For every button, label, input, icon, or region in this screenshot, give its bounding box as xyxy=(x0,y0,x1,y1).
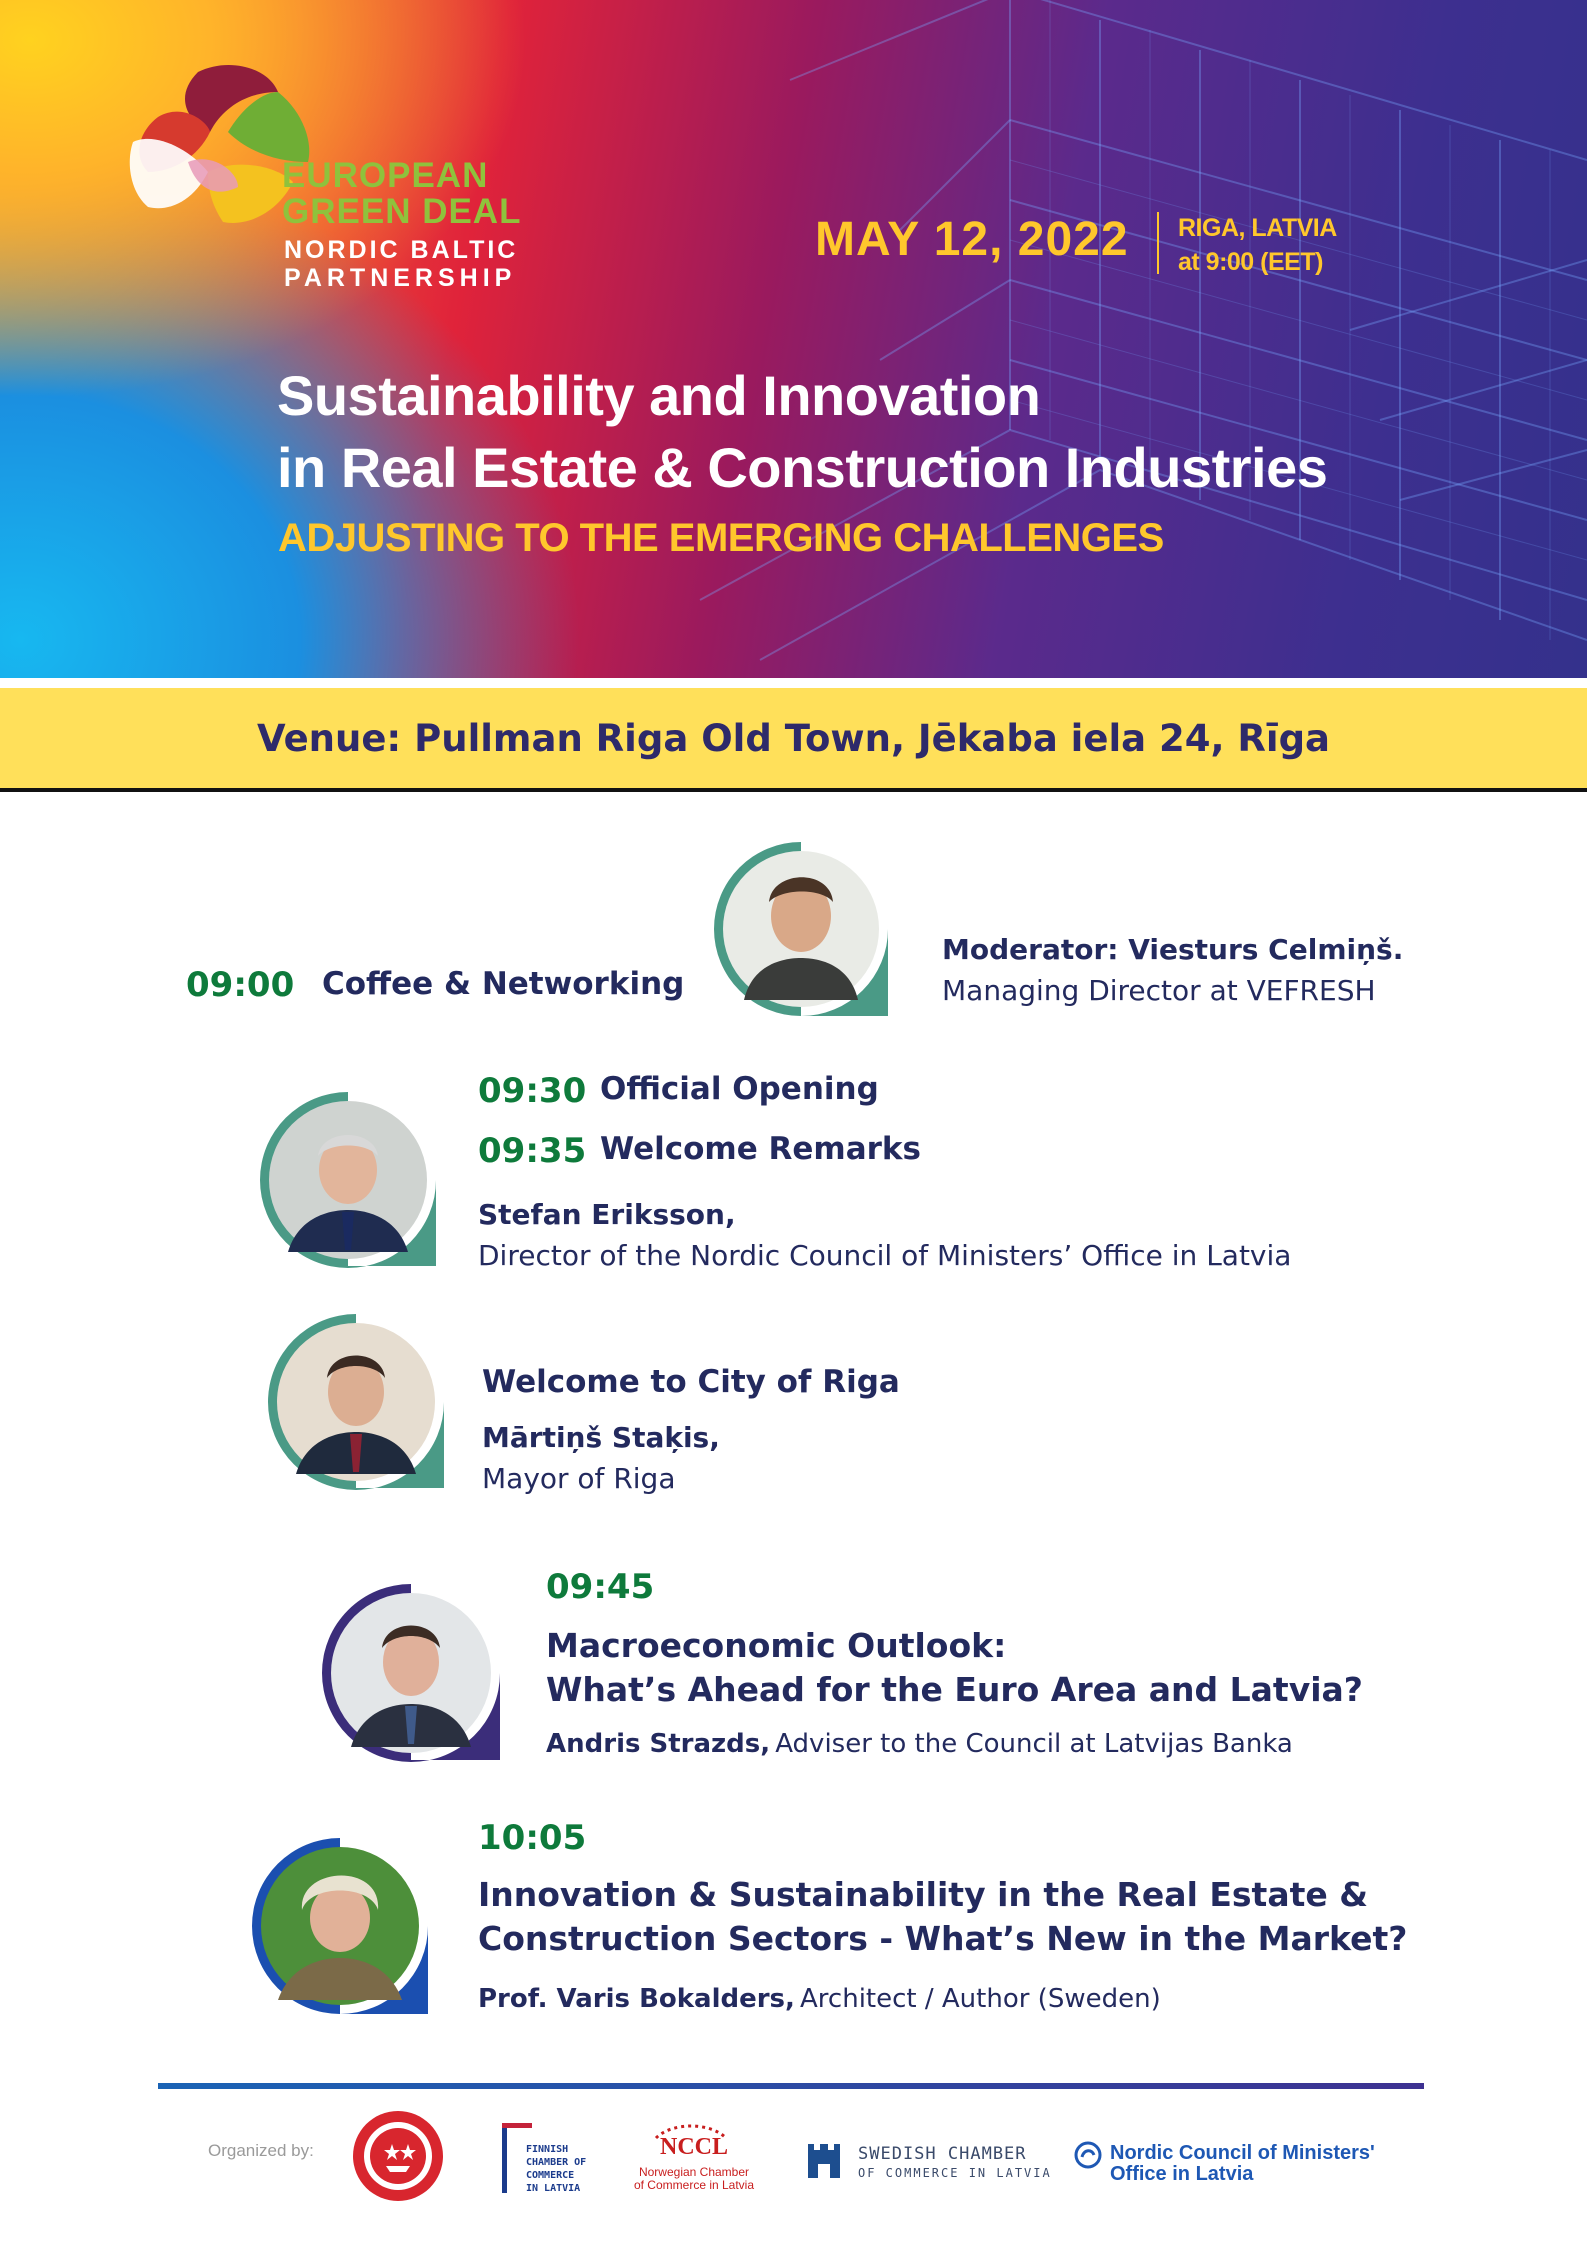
logo-text-green-deal: GREEN DEAL xyxy=(282,192,522,231)
event-subtitle: ADJUSTING TO THE EMERGING CHALLENGES xyxy=(278,516,1164,560)
session-title: What’s Ahead for the Euro Area and Latvia? xyxy=(546,1670,1363,1709)
session-title: Welcome Remarks xyxy=(600,1131,922,1167)
logo-text-nordic-baltic: NORDIC BALTIC xyxy=(284,236,519,264)
organized-by-label: Organized by: xyxy=(208,2141,314,2160)
speaker-name: Prof. Varis Bokalders, xyxy=(478,1984,795,2014)
event-banner xyxy=(0,0,1587,678)
speaker-role: Adviser to the Council at Latvijas Banka xyxy=(775,1729,1293,1759)
swedish-chamber-name: SWEDISH CHAMBER xyxy=(858,2144,1027,2164)
session-title: Welcome to City of Riga xyxy=(482,1364,900,1400)
speaker-role: Architect / Author (Sweden) xyxy=(800,1984,1161,2014)
venue-text: Venue: Pullman Riga Old Town, Jēkaba iela 24, Rīga xyxy=(256,716,1331,760)
swedish-chamber-subtitle: OF COMMERCE IN LATVIA xyxy=(858,2166,1052,2180)
logo-text-european: EUROPEAN xyxy=(282,156,489,195)
speaker-line xyxy=(546,1729,1293,1759)
swedish-chamber-crown-icon xyxy=(806,2142,842,2180)
event-time: at 9:00 (EET) xyxy=(1178,248,1323,276)
session-title: Official Opening xyxy=(600,1071,879,1107)
finnish-chamber-mark-icon xyxy=(502,2123,507,2193)
event-title-line1: Sustainability and Innovation xyxy=(277,364,1041,427)
nordic-council-office: Office in Latvia xyxy=(1110,2163,1254,2185)
speaker-photo-strazds xyxy=(320,1582,502,1762)
event-location: RIGA, LATVIA xyxy=(1178,214,1337,242)
chamber-seal-logo xyxy=(350,2108,446,2204)
speaker-photo-eriksson xyxy=(258,1090,438,1268)
event-title-line2: in Real Estate & Construction Industries xyxy=(277,436,1328,499)
moderator-role: Managing Director at VEFRESH xyxy=(942,974,1376,1007)
speaker-line xyxy=(478,1984,1161,2014)
nccl-subtitle: Norwegian Chamber of Commerce in Latvia xyxy=(633,2165,755,2192)
speaker-photo-stakis xyxy=(266,1312,446,1490)
nordic-council-swan-icon xyxy=(1074,2141,1102,2169)
session-title: Macroeconomic Outlook: xyxy=(546,1626,1007,1665)
date-divider xyxy=(1157,212,1159,274)
event-date: MAY 12, 2022 xyxy=(815,213,1129,266)
nccl-logo-text: NCCL xyxy=(660,2134,729,2160)
moderator-photo xyxy=(712,840,890,1018)
speaker-role: Mayor of Riga xyxy=(482,1462,676,1495)
footer-divider xyxy=(158,2083,1424,2089)
speaker-name: Andris Strazds, xyxy=(546,1729,771,1759)
session-time: 10:05 xyxy=(478,1818,587,1858)
venue-bar xyxy=(0,688,1587,792)
nordic-council-name: Nordic Council of Ministers' xyxy=(1110,2142,1375,2164)
session-time: 09:30 xyxy=(478,1071,587,1111)
session-title: Coffee & Networking xyxy=(322,966,685,1002)
speaker-name: Stefan Eriksson, xyxy=(478,1198,736,1231)
speaker-name: Mārtiņš Staķis, xyxy=(482,1421,720,1454)
session-time: 09:45 xyxy=(546,1567,655,1607)
session-time: 09:35 xyxy=(478,1131,587,1171)
speaker-photo-bokalders xyxy=(250,1836,430,2016)
session-time: 09:00 xyxy=(186,965,295,1005)
finnish-chamber-logo: FINNISH CHAMBER OF COMMERCE IN LATVIA xyxy=(526,2144,587,2194)
finnish-chamber-flag-icon xyxy=(502,2123,532,2128)
logo-text-partnership: PARTNERSHIP xyxy=(284,264,517,292)
session-title: Construction Sectors - What’s New in the Market? xyxy=(478,1919,1408,1958)
moderator-name: Moderator: Viesturs Celmiņš. xyxy=(942,933,1404,966)
session-title: Innovation & Sustainability in the Real Estate & xyxy=(478,1875,1369,1914)
speaker-role: Director of the Nordic Council of Ministers’ Office in Latvia xyxy=(478,1239,1292,1272)
